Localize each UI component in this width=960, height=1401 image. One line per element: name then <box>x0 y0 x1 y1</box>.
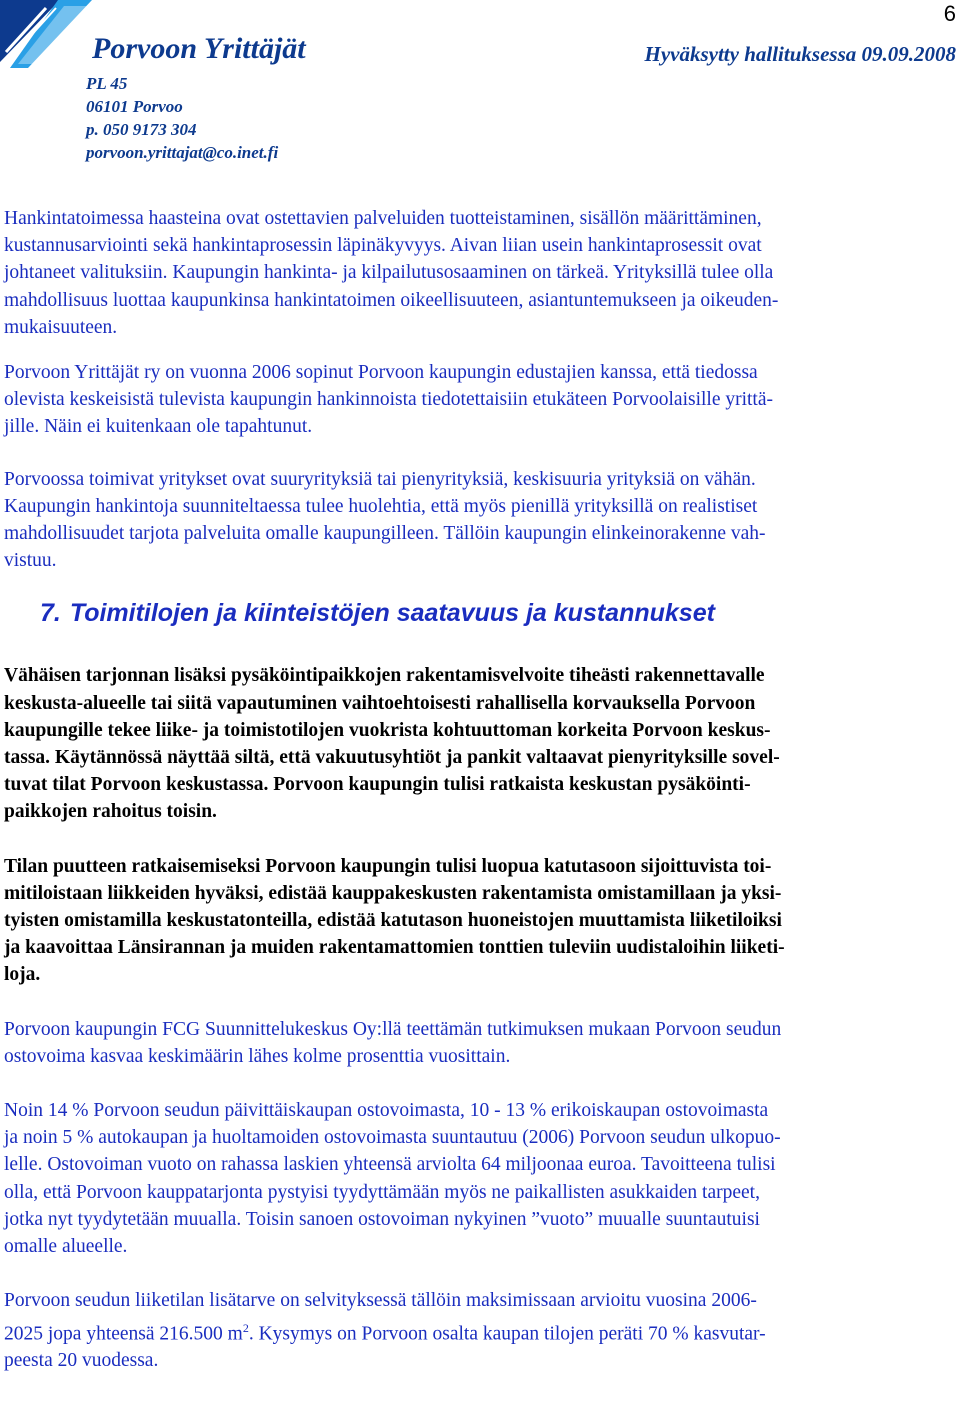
paragraph: Porvoossa toimivat yritykset ovat suuryrityksiä tai pienyrityksiä, keskisuuria yrityksiä on vähän. Kaupungin hankintoja suunniteltaessa tulee huolehtia, että myös pienillä yrityksillä on realistiset mahdollisuudet tarjota palveluita omalle kaupungilleen. Tällöin kaupungin elinkeinorakenne vah- vistuu. <box>4 468 766 572</box>
bold-paragraph: Tilan puutteen ratkaisemiseksi Porvoon kaupungin tulisi luopua katutasoon sijoittuvista toi- mitiloistaan liikkeiden hyväksi, edistää kauppakeskusten rakentamista omistamillaan ja yksi- tyisten omistamilla keskustatonteilla, edistää katutason huoneistojen muuttamista liiketiloiksi ja kaavoittaa Länsirannan ja muiden rakentamattomien tonttien tuleviin uudistaloihin liiketi- loja. <box>4 855 785 986</box>
address-block <box>86 72 278 164</box>
address-line: PL 45 <box>86 74 128 93</box>
approval-note: Hyväksytty hallituksessa 09.09.2008 <box>644 42 956 66</box>
paragraph-text: Porvoon seudun liiketilan lisätarve on selvityksessä tällöin maksimissaan arvioitu vuosina 2006- 2025 jopa yhteensä 216.500 m <box>4 1290 757 1344</box>
paragraph: Porvoon kaupungin FCG Suunnittelukeskus Oy:llä teettämän tutkimuksen mukaan Porvoon seudun ostovoima kasvaa keskimäärin lähes kolme prosenttia vuosittain. <box>4 1018 782 1067</box>
section-number: 7. <box>40 599 61 628</box>
bold-paragraph: Vähäisen tarjonnan lisäksi pysäköintipaikkojen rakentamisvelvoite tiheästi rakennettavalle keskusta-alueelle tai siitä vapautuminen vaihtoehtoisesti rahallisella korvauksella Porvoon kaupungille tekee liike- ja toimistotilojen vuokrista kohtuuttoman korkeita Porvoon keskus- tassa. Käytännössä näyttää siltä, että vakuutusyhtiöt ja pankit valtaavat pienyrityksille sovel- tuvat tilat Porvoon keskustassa. Porvoon kaupungin tulisi ratkaista keskustan pysäköinti- paikkojen rahoitus toisin. <box>4 665 780 823</box>
paragraph <box>4 1287 956 1374</box>
paragraph: Hankintatoimessa haasteina ovat ostettavien palveluiden tuotteistaminen, sisällön määrittäminen, kustannusarviointi sekä hankintaprosessin läpinäkyvyys. Aivan liian usein hankintaprosessit ovat johtaneet valituksiin. Kaupungin hankinta- ja kilpailutusosaaminen on tärkeä. Yrityksillä tulee olla mahdollisuus luottaa kaupunkinsa hankintatoimen oikeellisuuteen, asiantuntemukseen ja oikeuden- mukaisuuteen. <box>4 208 779 338</box>
address-line: p. 050 9173 304 <box>86 120 197 139</box>
org-name: Porvoon Yrittäjät <box>92 32 306 65</box>
section-heading <box>4 598 956 628</box>
paragraph: Porvoon Yrittäjät ry on vuonna 2006 sopinut Porvoon kaupungin edustajien kanssa, että tiedossa olevista keskeisistä tulevista kaupungin hankinnoista tiedotettaisiin etukäteen Porvoolaisille yrittä- jille. Näin ei kuitenkaan ole tapahtunut. <box>4 362 774 438</box>
email-link[interactable]: porvoon.yrittajat@co.inet.fi <box>86 143 279 162</box>
page-number: 6 <box>943 1 956 26</box>
section-title: Toimitilojen ja kiinteistöjen saatavuus ja kustannukset <box>69 599 715 628</box>
paragraph: Noin 14 % Porvoon seudun päivittäiskaupan ostovoimasta, 10 - 13 % erikoiskaupan ostovoimasta ja noin 5 % autokaupan ja huoltamoiden ostovoimasta suuntautuu (2006) Porvoon seudun ulkopuo- lelle. Ostovoiman vuoto on rahassa laskien yhteensä arviolta 64 miljoonaa euroa. Tavoitteena tulisi olla, että Porvoon kauppatarjonta pystyisi tyydyttämään myös ne paikallisten asukkaiden tarpeet, jotka nyt tyydytetään muualla. Toisin sanoen ostovoiman nykyinen ”vuoto” muualle suuntautuisi omalle alueelle. <box>4 1100 781 1258</box>
paragraph-text: . Kysymys on Porvoon osalta kaupan tilojen peräti 70 % kasvutar- peesta 20 vuodessa. <box>4 1323 766 1372</box>
porvoon-yrittajat-logo <box>0 0 92 68</box>
superscript: 2 <box>242 1320 249 1335</box>
address-line: 06101 Porvoo <box>86 97 183 116</box>
document-body <box>4 205 956 1401</box>
